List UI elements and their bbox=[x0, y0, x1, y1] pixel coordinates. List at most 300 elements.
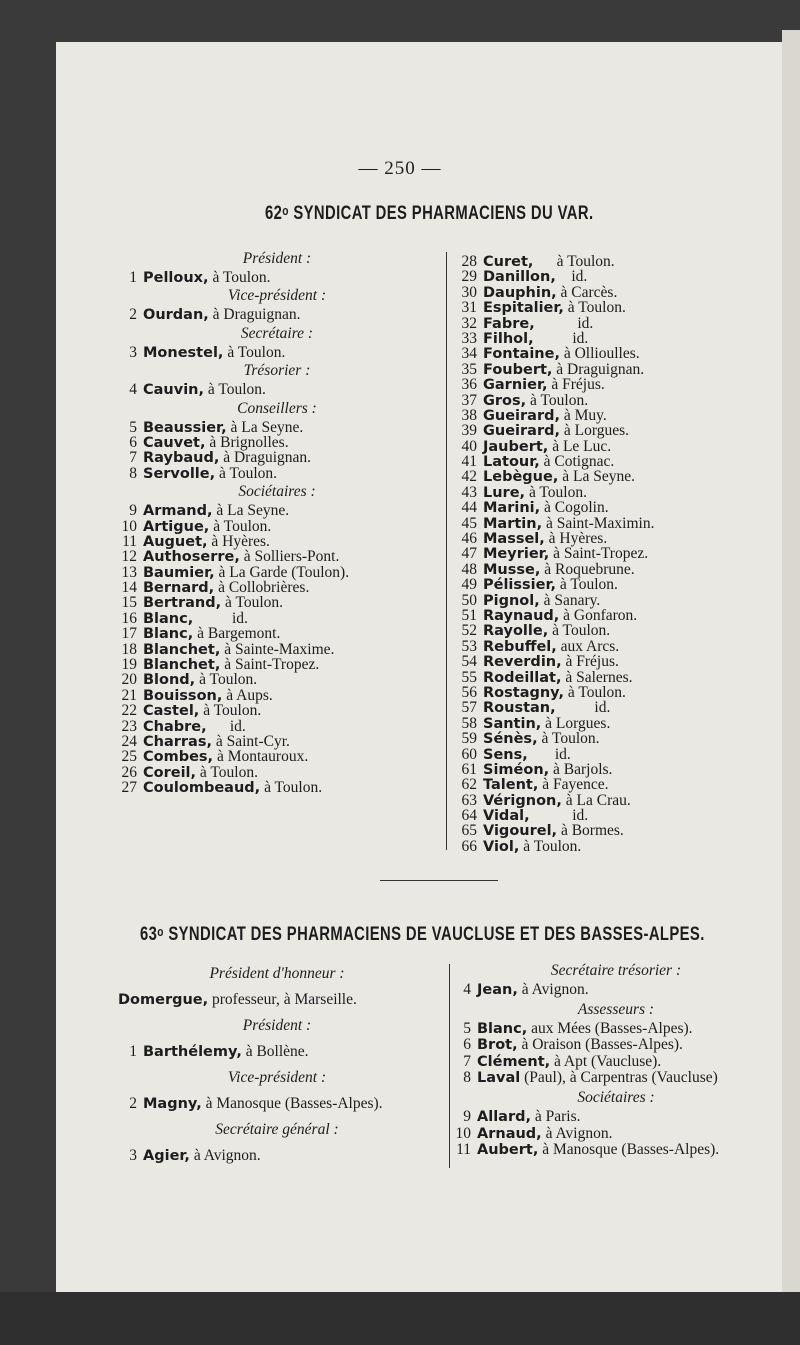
member-name: Musse, bbox=[483, 561, 541, 578]
section-63-title-number: 63 bbox=[140, 924, 158, 945]
member-name: Blanchet, bbox=[143, 657, 221, 674]
column-divider bbox=[446, 252, 447, 850]
role-heading: Secrétaire général : bbox=[215, 1121, 339, 1138]
member-entry bbox=[452, 562, 782, 577]
member-name: Meyrier, bbox=[483, 546, 550, 563]
member-name: Gros, bbox=[483, 392, 527, 409]
member-name: Cauvin, bbox=[143, 382, 205, 399]
member-entry bbox=[452, 608, 782, 623]
role-heading: Vice-président : bbox=[227, 1069, 327, 1086]
member-place: à Salernes. bbox=[561, 668, 633, 686]
member-entry bbox=[452, 700, 782, 715]
member-place: à Toulon. bbox=[563, 299, 626, 317]
member-entry bbox=[452, 485, 782, 500]
member-number: 31 bbox=[461, 299, 477, 317]
member-place: à Brignolles. bbox=[205, 433, 289, 451]
member-name: Roustan, bbox=[483, 700, 556, 717]
member-name: Fabre, bbox=[483, 315, 535, 332]
section-62-title-number: 62 bbox=[265, 203, 283, 224]
member-number: 34 bbox=[461, 345, 477, 363]
member-number: 60 bbox=[461, 745, 477, 763]
member-number: 8 bbox=[129, 464, 137, 482]
member-name: Foubert, bbox=[483, 361, 553, 378]
member-entry bbox=[452, 362, 782, 377]
member-name: Magny, bbox=[143, 1096, 202, 1112]
member-number: 55 bbox=[461, 668, 477, 686]
member-entry bbox=[446, 982, 786, 999]
member-name: Blanc, bbox=[143, 626, 194, 643]
member-place: à Lorgues. bbox=[541, 714, 611, 732]
member-place: à Toulon. bbox=[533, 253, 615, 270]
member-entry bbox=[452, 731, 782, 746]
member-entry bbox=[446, 1070, 786, 1087]
member-entry bbox=[452, 408, 782, 423]
member-entry bbox=[112, 595, 442, 610]
member-number: 58 bbox=[461, 714, 477, 732]
member-number: 21 bbox=[121, 686, 137, 704]
member-name: Marini, bbox=[483, 500, 541, 517]
member-entry bbox=[446, 1142, 786, 1159]
member-number: 47 bbox=[461, 545, 477, 563]
member-entry bbox=[452, 377, 782, 392]
section-63-title bbox=[140, 924, 705, 946]
section-62-title-sup: o bbox=[282, 203, 289, 218]
member-name: Danillon, bbox=[483, 269, 556, 286]
member-entry bbox=[452, 670, 782, 685]
section-62-title bbox=[265, 203, 593, 225]
member-place: à Saint-Maximin. bbox=[542, 514, 655, 532]
member-name: Arnaud, bbox=[477, 1125, 542, 1142]
role-heading: Vice-président : bbox=[227, 287, 327, 305]
role-heading: Conseillers : bbox=[237, 399, 317, 417]
member-entry bbox=[452, 316, 782, 331]
member-name: Charras, bbox=[143, 733, 212, 750]
member-number: 33 bbox=[461, 329, 477, 347]
member-place: à Toulon. bbox=[564, 683, 626, 701]
member-place: aux Arcs. bbox=[556, 637, 620, 655]
member-name: Allard, bbox=[477, 1108, 531, 1125]
member-place: à La Crau. bbox=[561, 791, 631, 809]
member-name: Rodeillat, bbox=[483, 669, 562, 686]
member-place: à Avignon. bbox=[189, 1147, 261, 1164]
member-number: 49 bbox=[461, 576, 477, 594]
member-name: Pélissier, bbox=[483, 577, 556, 594]
member-number: 3 bbox=[129, 343, 137, 361]
member-place: à Toulon. bbox=[548, 622, 611, 640]
member-entry bbox=[112, 519, 442, 534]
member-number: 3 bbox=[129, 1147, 137, 1164]
member-place: à La Seyne. bbox=[226, 418, 304, 436]
member-name: Siméon, bbox=[483, 761, 550, 778]
member-number: 40 bbox=[461, 437, 477, 455]
member-name: Garnier, bbox=[483, 377, 548, 394]
member-number: 56 bbox=[461, 683, 477, 701]
role-heading: Assesseurs : bbox=[577, 1000, 655, 1018]
member-entry bbox=[112, 611, 442, 626]
member-entry bbox=[452, 254, 782, 269]
member-entry bbox=[452, 823, 782, 838]
member-number: 9 bbox=[463, 1107, 471, 1125]
member-name: Latour, bbox=[483, 454, 540, 471]
member-place: à Toulon. bbox=[519, 837, 582, 855]
section-63-title-text: SYNDICAT DES PHARMACIENS DE VAUCLUSE ET DES BASSES-ALPES. bbox=[163, 924, 705, 945]
member-name: Vigourel, bbox=[483, 823, 558, 840]
member-place: à Muy. bbox=[560, 406, 607, 424]
member-number: 42 bbox=[461, 468, 477, 486]
member-number: 19 bbox=[121, 656, 137, 674]
member-number: 65 bbox=[461, 822, 477, 840]
member-number: 29 bbox=[461, 268, 477, 286]
member-entry bbox=[452, 516, 782, 531]
member-number: 16 bbox=[121, 609, 137, 627]
member-place: à Draguignan. bbox=[219, 449, 312, 467]
member-number: 18 bbox=[121, 640, 137, 658]
member-entry bbox=[112, 450, 442, 465]
member-number: 46 bbox=[461, 530, 477, 548]
member-place: à Avignon. bbox=[517, 981, 589, 998]
section-62-title-text: SYNDICAT DES PHARMACIENS DU VAR. bbox=[288, 203, 594, 224]
member-number: 50 bbox=[461, 591, 477, 609]
member-place: à Solliers-Pont. bbox=[239, 548, 340, 566]
section-63-title-sup: o bbox=[157, 924, 164, 939]
member-name: Coulombeaud, bbox=[143, 780, 261, 797]
member-entry bbox=[112, 1092, 442, 1116]
member-entry bbox=[112, 345, 442, 360]
member-place: à Le Luc. bbox=[548, 437, 612, 455]
member-number: 2 bbox=[129, 1095, 137, 1112]
member-place: à La Seyne. bbox=[558, 468, 635, 486]
member-number: 57 bbox=[461, 699, 477, 717]
member-place: aux Mées (Basses-Alpes). bbox=[527, 1019, 693, 1037]
member-place: id. bbox=[555, 699, 611, 717]
member-name: Laval bbox=[477, 1070, 521, 1087]
member-place: à Toulon. bbox=[223, 343, 286, 361]
section-62-right-column bbox=[452, 254, 782, 854]
member-number: 44 bbox=[461, 499, 477, 517]
member-place: à Fréjus. bbox=[561, 653, 619, 671]
member-name: Sénès, bbox=[483, 731, 538, 748]
member-name: Agier, bbox=[143, 1148, 190, 1164]
member-place: à Saint-Cyr. bbox=[211, 732, 290, 750]
member-place: à Barjols. bbox=[549, 760, 613, 778]
role-heading: Président : bbox=[242, 250, 312, 267]
member-entry bbox=[452, 331, 782, 346]
member-number: 2 bbox=[129, 306, 137, 324]
member-place: à Toulon. bbox=[556, 576, 618, 594]
member-place: à Sanary. bbox=[539, 591, 601, 609]
member-place: à Carcès. bbox=[556, 283, 618, 301]
member-place: à Cogolin. bbox=[540, 499, 609, 517]
member-name: Combes, bbox=[143, 749, 214, 766]
member-entry bbox=[112, 565, 442, 580]
member-name: Ourdan, bbox=[143, 307, 209, 324]
member-name: Gueirard, bbox=[483, 423, 561, 440]
member-number: 54 bbox=[461, 653, 477, 671]
member-entry bbox=[452, 423, 782, 438]
member-name: Lebègue, bbox=[483, 469, 559, 486]
member-name: Fontaine, bbox=[483, 346, 560, 363]
member-number: 23 bbox=[121, 717, 137, 735]
member-number: 28 bbox=[461, 253, 477, 270]
member-number: 4 bbox=[129, 381, 137, 399]
member-place: professeur, à Marseille. bbox=[208, 991, 357, 1008]
member-entry bbox=[112, 749, 442, 764]
member-place: id. bbox=[206, 717, 246, 735]
member-place: id. bbox=[193, 609, 248, 627]
role-heading: Secrétaire : bbox=[240, 324, 314, 342]
member-number: 61 bbox=[461, 760, 477, 778]
member-place: à Toulon. bbox=[204, 381, 266, 399]
member-number: 8 bbox=[463, 1069, 471, 1087]
member-name: Curet, bbox=[483, 254, 534, 270]
member-name: Artigue, bbox=[143, 518, 210, 535]
member-number: 43 bbox=[461, 483, 477, 501]
member-name: Raynaud, bbox=[483, 607, 560, 624]
member-number: 11 bbox=[456, 1141, 471, 1159]
member-entry bbox=[446, 1126, 786, 1143]
member-place: à Aups. bbox=[222, 686, 273, 704]
member-entry bbox=[452, 639, 782, 654]
member-place: id. bbox=[527, 745, 571, 763]
member-name: Talent, bbox=[483, 777, 539, 794]
role-heading: Sociétaires : bbox=[238, 483, 316, 501]
member-number: 30 bbox=[461, 283, 477, 301]
member-entry bbox=[446, 1037, 786, 1054]
member-number: 5 bbox=[129, 418, 137, 436]
member-name: Bouisson, bbox=[143, 687, 223, 704]
member-number: 1 bbox=[129, 269, 137, 286]
member-entry bbox=[112, 688, 442, 703]
member-name: Blanchet, bbox=[143, 641, 221, 658]
member-name: Domergue, bbox=[118, 992, 209, 1008]
member-place: à Toulon. bbox=[221, 594, 284, 612]
member-name: Gueirard, bbox=[483, 407, 561, 424]
member-place: id. bbox=[529, 807, 589, 825]
member-name: Cauvet, bbox=[143, 434, 206, 451]
member-number: 24 bbox=[121, 732, 137, 750]
member-name: Rostagny, bbox=[483, 684, 565, 701]
member-number: 59 bbox=[461, 730, 477, 748]
member-name: Auguet, bbox=[143, 533, 208, 550]
member-place: à Ollioulles. bbox=[559, 345, 640, 363]
member-number: 66 bbox=[461, 837, 477, 855]
member-name: Lure, bbox=[483, 484, 526, 501]
member-name: Rebuffel, bbox=[483, 638, 557, 655]
member-place: à Roquebrune. bbox=[540, 560, 635, 578]
member-entry bbox=[452, 747, 782, 762]
member-place: à Apt (Vaucluse). bbox=[550, 1052, 662, 1070]
member-entry bbox=[112, 549, 442, 564]
member-number: 6 bbox=[463, 1036, 471, 1054]
member-number: 51 bbox=[461, 606, 477, 624]
member-name: Castel, bbox=[143, 703, 200, 720]
scan-background bbox=[0, 1292, 800, 1345]
role-heading: Président : bbox=[242, 1017, 312, 1034]
member-name: Martin, bbox=[483, 515, 543, 532]
member-entry bbox=[452, 469, 782, 484]
member-entry bbox=[452, 454, 782, 469]
member-number: 1 bbox=[129, 1043, 137, 1060]
member-name: Jaubert, bbox=[483, 438, 549, 455]
member-name: Pignol, bbox=[483, 592, 540, 609]
member-place: à Saint-Tropez. bbox=[549, 545, 649, 563]
member-name: Espitalier, bbox=[483, 300, 564, 317]
member-name: Blanc, bbox=[477, 1020, 528, 1037]
member-number: 13 bbox=[121, 563, 137, 581]
member-place: à Gonfaron. bbox=[559, 606, 638, 624]
member-place: à Manosque (Basses-Alpes). bbox=[201, 1095, 383, 1112]
role-heading: Trésorier : bbox=[243, 362, 311, 380]
member-entry bbox=[452, 654, 782, 669]
member-name: Bernard, bbox=[143, 580, 215, 597]
member-number: 12 bbox=[121, 548, 137, 566]
member-number: 64 bbox=[461, 807, 477, 825]
member-place: id. bbox=[533, 329, 589, 347]
member-name: Bertrand, bbox=[143, 595, 222, 612]
member-name: Reverdin, bbox=[483, 654, 562, 671]
member-place: (Paul), à Carpentras (Vaucluse) bbox=[520, 1069, 718, 1087]
member-number: 35 bbox=[461, 360, 477, 378]
member-entry bbox=[112, 780, 442, 795]
member-entry bbox=[452, 285, 782, 300]
member-entry bbox=[112, 1040, 442, 1064]
member-place: à Fréjus. bbox=[547, 376, 605, 394]
member-name: Massel, bbox=[483, 531, 545, 548]
member-number: 14 bbox=[121, 579, 137, 597]
member-name: Raybaud, bbox=[143, 450, 220, 467]
member-number: 53 bbox=[461, 637, 477, 655]
member-place: à Fayence. bbox=[538, 776, 609, 794]
member-entry bbox=[112, 672, 442, 687]
member-entry bbox=[452, 793, 782, 808]
member-number: 45 bbox=[461, 514, 477, 532]
member-place: à Toulon. bbox=[525, 483, 587, 501]
member-place: à Saint-Tropez. bbox=[220, 656, 320, 674]
member-entry bbox=[452, 623, 782, 638]
member-number: 9 bbox=[129, 502, 137, 520]
member-entry bbox=[452, 716, 782, 731]
member-name: Pelloux, bbox=[143, 270, 209, 286]
member-entry bbox=[112, 435, 442, 450]
member-number: 7 bbox=[129, 449, 137, 467]
member-name: Barthélemy, bbox=[143, 1044, 242, 1060]
member-entry bbox=[452, 546, 782, 561]
member-name: Authoserre, bbox=[143, 549, 240, 566]
member-entry bbox=[452, 762, 782, 777]
member-place: à Bollène. bbox=[241, 1043, 309, 1060]
section-63-right-column bbox=[446, 960, 786, 1159]
member-place: à Draguignan. bbox=[208, 306, 301, 324]
member-number: 41 bbox=[461, 453, 477, 471]
section-63-left-column bbox=[112, 960, 442, 1168]
member-name: Sens, bbox=[483, 746, 528, 763]
member-place: id. bbox=[555, 268, 588, 286]
member-number: 25 bbox=[121, 748, 137, 766]
member-place: à Toulon. bbox=[199, 702, 262, 720]
member-name: Clément, bbox=[477, 1053, 551, 1070]
member-name: Coreil, bbox=[143, 764, 197, 781]
member-number: 36 bbox=[461, 376, 477, 394]
member-entry bbox=[446, 1021, 786, 1038]
member-entry bbox=[112, 988, 442, 1012]
member-place: à La Seyne. bbox=[212, 502, 290, 520]
member-name: Vérignon, bbox=[483, 792, 562, 809]
member-entry bbox=[452, 346, 782, 361]
member-number: 37 bbox=[461, 391, 477, 409]
member-entry bbox=[112, 382, 442, 397]
member-place: à Hyères. bbox=[544, 530, 608, 548]
member-number: 52 bbox=[461, 622, 477, 640]
member-place: à Lorgues. bbox=[560, 422, 630, 440]
member-entry bbox=[112, 420, 442, 435]
member-entry bbox=[446, 1109, 786, 1126]
member-name: Filhol, bbox=[483, 330, 534, 347]
member-place: à Avignon. bbox=[541, 1124, 613, 1142]
member-entry bbox=[112, 580, 442, 595]
member-entry bbox=[112, 642, 442, 657]
member-entry bbox=[112, 1144, 442, 1168]
member-place: à Toulon. bbox=[537, 730, 600, 748]
role-heading: Sociétaires : bbox=[577, 1088, 655, 1106]
member-name: Monestel, bbox=[143, 344, 224, 361]
member-entry bbox=[112, 503, 442, 518]
role-heading: Secrétaire trésorier : bbox=[550, 962, 682, 979]
member-name: Jean, bbox=[477, 982, 518, 998]
member-entry bbox=[112, 626, 442, 641]
member-entry bbox=[112, 307, 442, 322]
member-entry bbox=[112, 703, 442, 718]
member-place: à Bormes. bbox=[557, 822, 624, 840]
member-entry bbox=[112, 719, 442, 734]
member-name: Santin, bbox=[483, 715, 542, 732]
member-name: Armand, bbox=[143, 503, 213, 520]
member-place: à Sainte-Maxime. bbox=[220, 640, 335, 658]
member-place: à Hyères. bbox=[207, 532, 270, 550]
member-name: Aubert, bbox=[477, 1142, 539, 1159]
member-number: 63 bbox=[461, 791, 477, 809]
member-place: à Montauroux. bbox=[213, 748, 309, 766]
member-entry bbox=[112, 765, 442, 780]
member-number: 11 bbox=[122, 532, 137, 550]
member-place: à Toulon. bbox=[196, 763, 258, 781]
member-number: 15 bbox=[121, 594, 137, 612]
member-entry bbox=[452, 808, 782, 823]
member-number: 48 bbox=[461, 560, 477, 578]
member-number: 4 bbox=[463, 981, 471, 998]
member-name: Baumier, bbox=[143, 564, 215, 581]
member-number: 38 bbox=[461, 406, 477, 424]
member-entry bbox=[452, 839, 782, 854]
member-name: Brot, bbox=[477, 1037, 518, 1054]
member-place: id. bbox=[534, 314, 594, 332]
member-entry bbox=[452, 500, 782, 515]
member-entry bbox=[112, 466, 442, 481]
member-entry bbox=[112, 657, 442, 672]
member-place: à Toulon. bbox=[260, 779, 323, 797]
member-place: à Collobrières. bbox=[214, 579, 310, 597]
page-number: — 250 — bbox=[358, 158, 442, 179]
member-place: à Toulon. bbox=[208, 269, 271, 286]
member-place: à Paris. bbox=[531, 1107, 581, 1125]
member-name: Rayolle, bbox=[483, 623, 549, 640]
member-place: à Toulon. bbox=[215, 464, 278, 482]
member-entry bbox=[452, 577, 782, 592]
role-heading: Président d'honneur : bbox=[209, 965, 345, 982]
section-separator bbox=[380, 880, 498, 881]
member-number: 17 bbox=[121, 625, 137, 643]
member-entry bbox=[452, 593, 782, 608]
member-place: à Toulon. bbox=[209, 517, 272, 535]
